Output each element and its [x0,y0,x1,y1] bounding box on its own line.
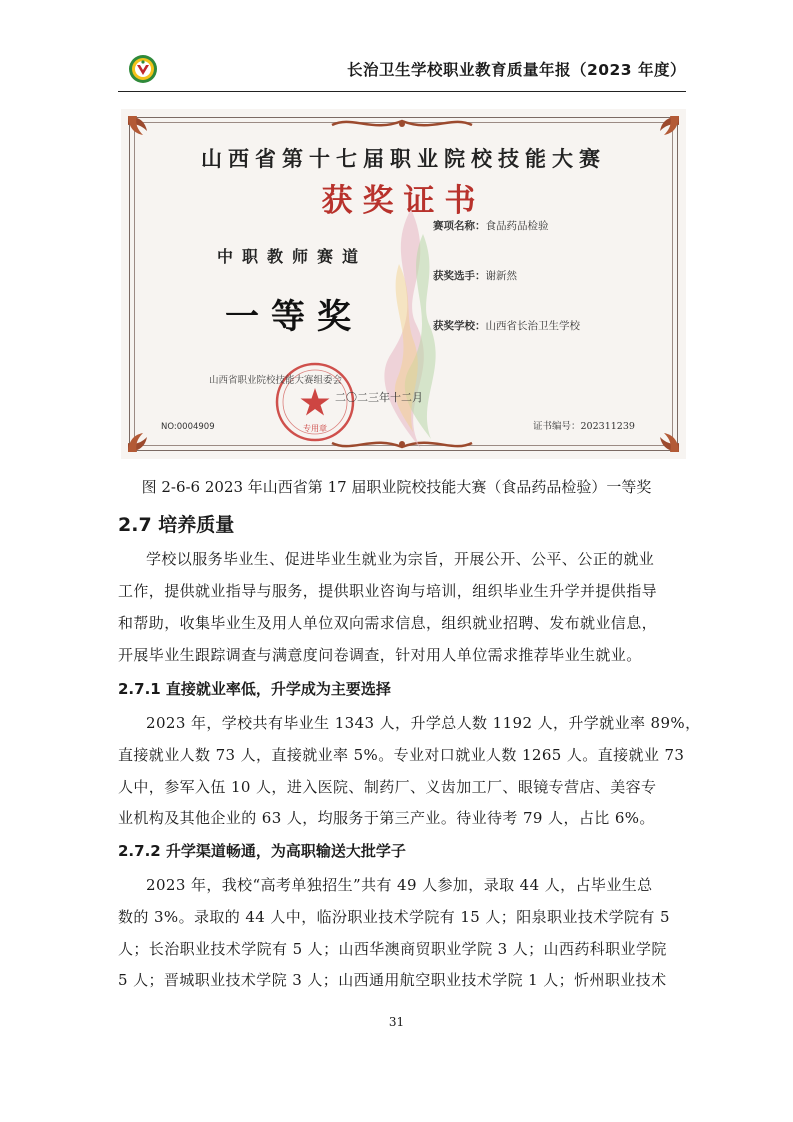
paragraph-line: 2023 年，我校“高考单独招生”共有 49 人参加，录取 44 人，占毕业生总 [146,876,653,894]
school-field [433,318,580,333]
event-name-value: 食品药品检验 [485,220,549,232]
certificate-serial [533,418,635,432]
paragraph-line: 和帮助，收集毕业生及用人单位双向需求信息，组织就业招聘、发布就业信息， [118,614,658,632]
certificate-organizer: 山西省职业院校技能大赛组委会 [209,375,343,386]
school-logo-icon [128,54,158,84]
winner-value: 谢新然 [485,270,517,282]
paragraph-line: 5 人；晋城职业技术学院 3 人；山西通用航空职业技术学院 1 人；忻州职业技术 [118,971,667,989]
certificate-title: 山西省第十七届职业院校技能大赛 [201,146,606,171]
event-name-field [433,218,549,233]
top-ornament-icon [327,115,477,135]
corner-ornament-icon [125,113,159,147]
paragraph-line: 数的 3%。录取的 44 人中，临汾职业技术学院有 15 人；阳泉职业技术学院有 5 [118,908,670,926]
paragraph-line: 人中，参军入伍 10 人，进入医院、制药厂、义齿加工厂、眼镜专营店、美容专 [118,778,657,796]
certificate-serial-label: 证书编号： [533,421,581,432]
subsection-heading: 2.7.1 直接就业率低，升学成为主要选择 [118,680,391,698]
header-title: 长治卫生学校职业教育质量年报（2023 年度） [346,61,686,79]
school-label: 获奖学校： [433,320,486,332]
paragraph-line: 工作，提供就业指导与服务，提供职业咨询与培训，组织毕业生升学并提供指导 [118,582,658,600]
corner-ornament-icon [648,113,682,147]
paragraph-line: 业机构及其他企业的 63 人，均服务于第三产业。待业待考 79 人，占比 6%。 [118,809,655,827]
event-name-label: 赛项名称： [433,220,486,232]
paragraph-line: 2023 年，学校共有毕业生 1343 人，升学总人数 1192 人，升学就业率 89%， [146,714,701,732]
certificate-award-heading: 获奖证书 [321,183,486,219]
corner-ornament-icon [648,421,682,455]
winner-field [433,268,517,283]
subsection-heading: 2.7.2 升学渠道畅通，为高职输送大批学子 [118,842,406,860]
seal-text: 专用章 [303,424,327,433]
certificate-track: 中职教师赛道 [217,247,368,266]
corner-ornament-icon [125,421,159,455]
header-divider [118,91,686,92]
page-header [118,48,686,88]
section-heading: 2.7 培养质量 [118,514,235,536]
paragraph-line: 开展毕业生跟踪调查与满意度问卷调查，针对用人单位需求推荐毕业生就业。 [118,646,642,664]
page-number: 31 [388,1015,405,1029]
certificate-prize: 一等奖 [225,297,363,337]
certificate-serial-value: 202311239 [580,421,635,432]
figure-caption: 图 2-6-6 2023 年山西省第 17 届职业院校技能大赛（食品药品检验）一等奖 [141,478,652,496]
paragraph-line: 人；长治职业技术学院有 5 人；山西华澳商贸职业学院 3 人；山西药科职业学院 [118,940,667,958]
school-value: 山西省长治卫生学校 [485,320,580,332]
certificate-number: NO:0004909 [161,422,215,432]
paragraph-line: 学校以服务毕业生、促进毕业生就业为宗旨，开展公开、公平、公正的就业 [146,550,655,568]
winner-label: 获奖选手： [433,270,486,282]
certificate-image [121,109,686,459]
certificate-date: 二〇二三年十二月 [335,391,423,404]
paragraph-line: 直接就业人数 73 人，直接就业率 5%。专业对口就业人数 1265 人。直接就业 73 [118,746,685,764]
